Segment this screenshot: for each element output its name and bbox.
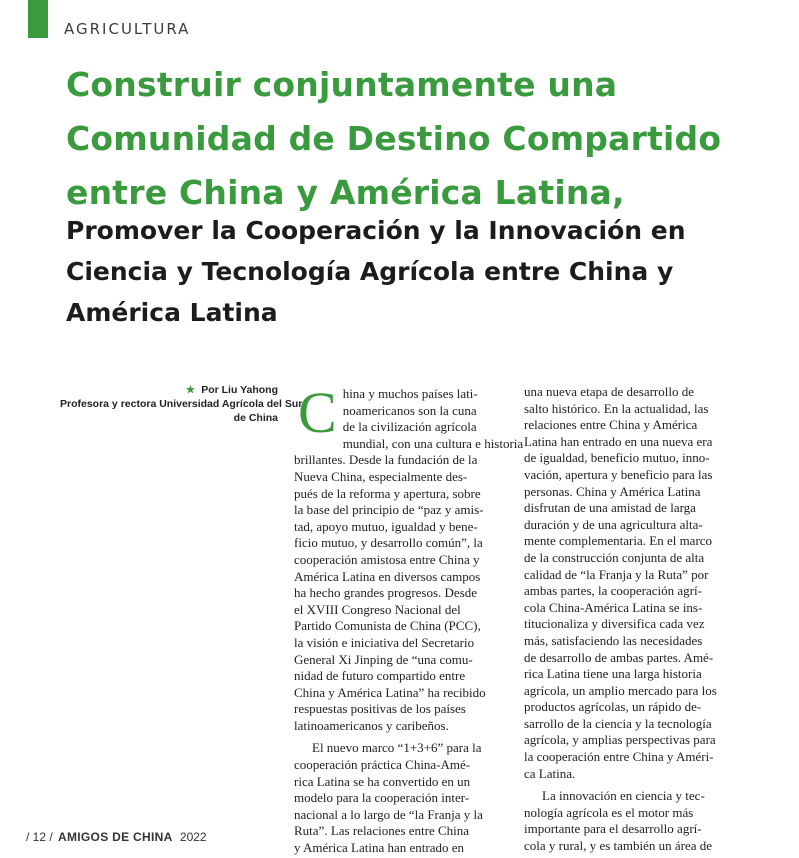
paragraph: [294, 380, 524, 734]
text-line: el XVIII Congreso Nacional del: [294, 601, 461, 617]
text-line: la base del principio de “paz y amis-: [294, 502, 484, 518]
text-line: disfrutan de una amistad de larga: [524, 500, 696, 516]
page-number: / 12 /: [26, 830, 53, 844]
title-line: entre China y América Latina,: [66, 173, 625, 212]
text-line: nología agrícola es el motor más: [524, 804, 694, 820]
text-line: rica Latina tiene una larga historia: [524, 666, 702, 682]
subtitle-line: Promover la Cooperación y la Innovación en: [66, 216, 686, 245]
article-column-1: [294, 380, 524, 857]
text-line: Partido Comunista de China (PCC),: [294, 618, 481, 634]
text-line: Nueva China, especialmente des-: [294, 468, 468, 484]
text-line: productos agrícolas, un rápido de-: [524, 699, 702, 715]
text-line: cola y rural, y es también un área de: [524, 838, 713, 854]
author-role: Profesora y rectora Universidad Agrícola del Sur de China: [60, 398, 303, 424]
text-line: sarrollo de la ciencia y la tecnología: [524, 715, 712, 731]
text-line: agrícola, un amplio mercado para los: [524, 682, 717, 698]
text-line: tad, apoyo mutuo, igualdad y bene-: [294, 518, 478, 534]
text-line: Latina han entrado en una nueva era: [524, 433, 713, 449]
star-icon: ★: [185, 384, 196, 396]
text-line: latinoamericanos y caribeños.: [294, 717, 449, 733]
text-line: modelo para la cooperación inter-: [294, 790, 470, 806]
text-line: ambas partes, la cooperación agrí-: [524, 583, 702, 599]
article-title: [66, 58, 766, 220]
text-line: importante para el desarrollo agrí-: [524, 821, 702, 837]
text-line: América Latina en diversos campos: [294, 568, 481, 584]
text-line: cola China-América Latina se ins-: [524, 599, 703, 615]
text-line: personas. China y América Latina: [524, 483, 701, 499]
paragraph: [524, 788, 734, 854]
text-line: hina y muchos países lati-: [342, 386, 478, 401]
subtitle-line: Ciencia y Tecnología Agrícola entre China y: [66, 257, 674, 286]
title-line: Comunidad de Destino Compartido: [66, 119, 722, 158]
text-line: nacional a lo largo de “la Franja y la: [294, 806, 483, 822]
text-line: titucionaliza y diversifica cada vez: [524, 616, 705, 632]
author-block: [60, 383, 303, 425]
text-line: China y América Latina” ha recibido: [294, 684, 486, 700]
paragraph: [294, 740, 494, 856]
text-line: de desarrollo de ambas partes. Amé-: [524, 649, 714, 665]
text-line: ha hecho grandes progresos. Desde: [294, 585, 478, 601]
paragraph: [524, 384, 734, 782]
title-line: Construir conjuntamente una: [66, 65, 618, 104]
page-footer: [26, 830, 207, 844]
text-line: mundial, con una cultura e historia: [342, 435, 524, 451]
text-line: relaciones entre China y América: [524, 417, 698, 433]
text-line: pués de la reforma y apertura, sobre: [294, 485, 481, 501]
magazine-name: AMIGOS DE CHINA: [58, 830, 173, 844]
text-line: cooperación práctica China-Amé-: [294, 757, 471, 773]
text-line: ca Latina.: [524, 765, 576, 781]
text-line: vación, apertura y beneficio para las: [524, 466, 713, 482]
text-line: nidad de futuro compartido entre: [294, 668, 466, 684]
text-line: duración y de una agricultura alta-: [524, 516, 703, 532]
text-line: La innovación en ciencia y tec-: [542, 788, 705, 804]
section-label: AGRICULTURA: [64, 20, 191, 38]
text-line: ficio mutuo, y desarrollo común”, la: [294, 535, 483, 551]
text-line: salto histórico. En la actualidad, las: [524, 400, 709, 416]
text-line: de la civilización agrícola: [342, 419, 477, 435]
text-line: de la construcción conjunta de alta: [524, 549, 705, 565]
text-line: calidad de “la Franja y la Ruta” por: [524, 566, 709, 582]
text-line: El nuevo marco “1+3+6” para la: [312, 740, 482, 756]
article-column-2: [524, 384, 734, 855]
text-line: más, satisfaciendo las necesidades: [524, 632, 703, 648]
text-line: la visión e iniciativa del Secretario: [294, 634, 475, 650]
article-subtitle: [66, 210, 766, 333]
text-line: rica Latina se ha convertido en un: [294, 773, 471, 789]
text-line: cooperación amistosa entre China y: [294, 551, 480, 567]
text-line: brillantes. Desde la fundación de la: [294, 452, 478, 468]
text-line: una nueva etapa de desarrollo de: [524, 384, 695, 399]
drop-cap: C: [298, 380, 337, 445]
text-line: noamericanos son la cuna: [342, 402, 477, 418]
text-line: y América Latina han entrado en: [294, 840, 465, 856]
section-color-tab: [28, 0, 48, 38]
text-line: la cooperación entre China y Améri-: [524, 749, 714, 765]
subtitle-line: América Latina: [66, 298, 278, 327]
text-line: Ruta”. Las relaciones entre China: [294, 823, 470, 839]
author-byline: [60, 383, 278, 397]
text-line: de igualdad, beneficio mutuo, inno-: [524, 450, 710, 466]
text-line: General Xi Jinping de “una comu-: [294, 651, 473, 667]
author-name: Por Liu Yahong: [201, 384, 278, 396]
text-line: agrícola, y amplias perspectivas para: [524, 732, 716, 748]
issue-year: 2022: [179, 830, 207, 844]
text-line: respuestas positivas de los países: [294, 701, 466, 717]
text-line: mente complementaria. En el marco: [524, 533, 713, 549]
